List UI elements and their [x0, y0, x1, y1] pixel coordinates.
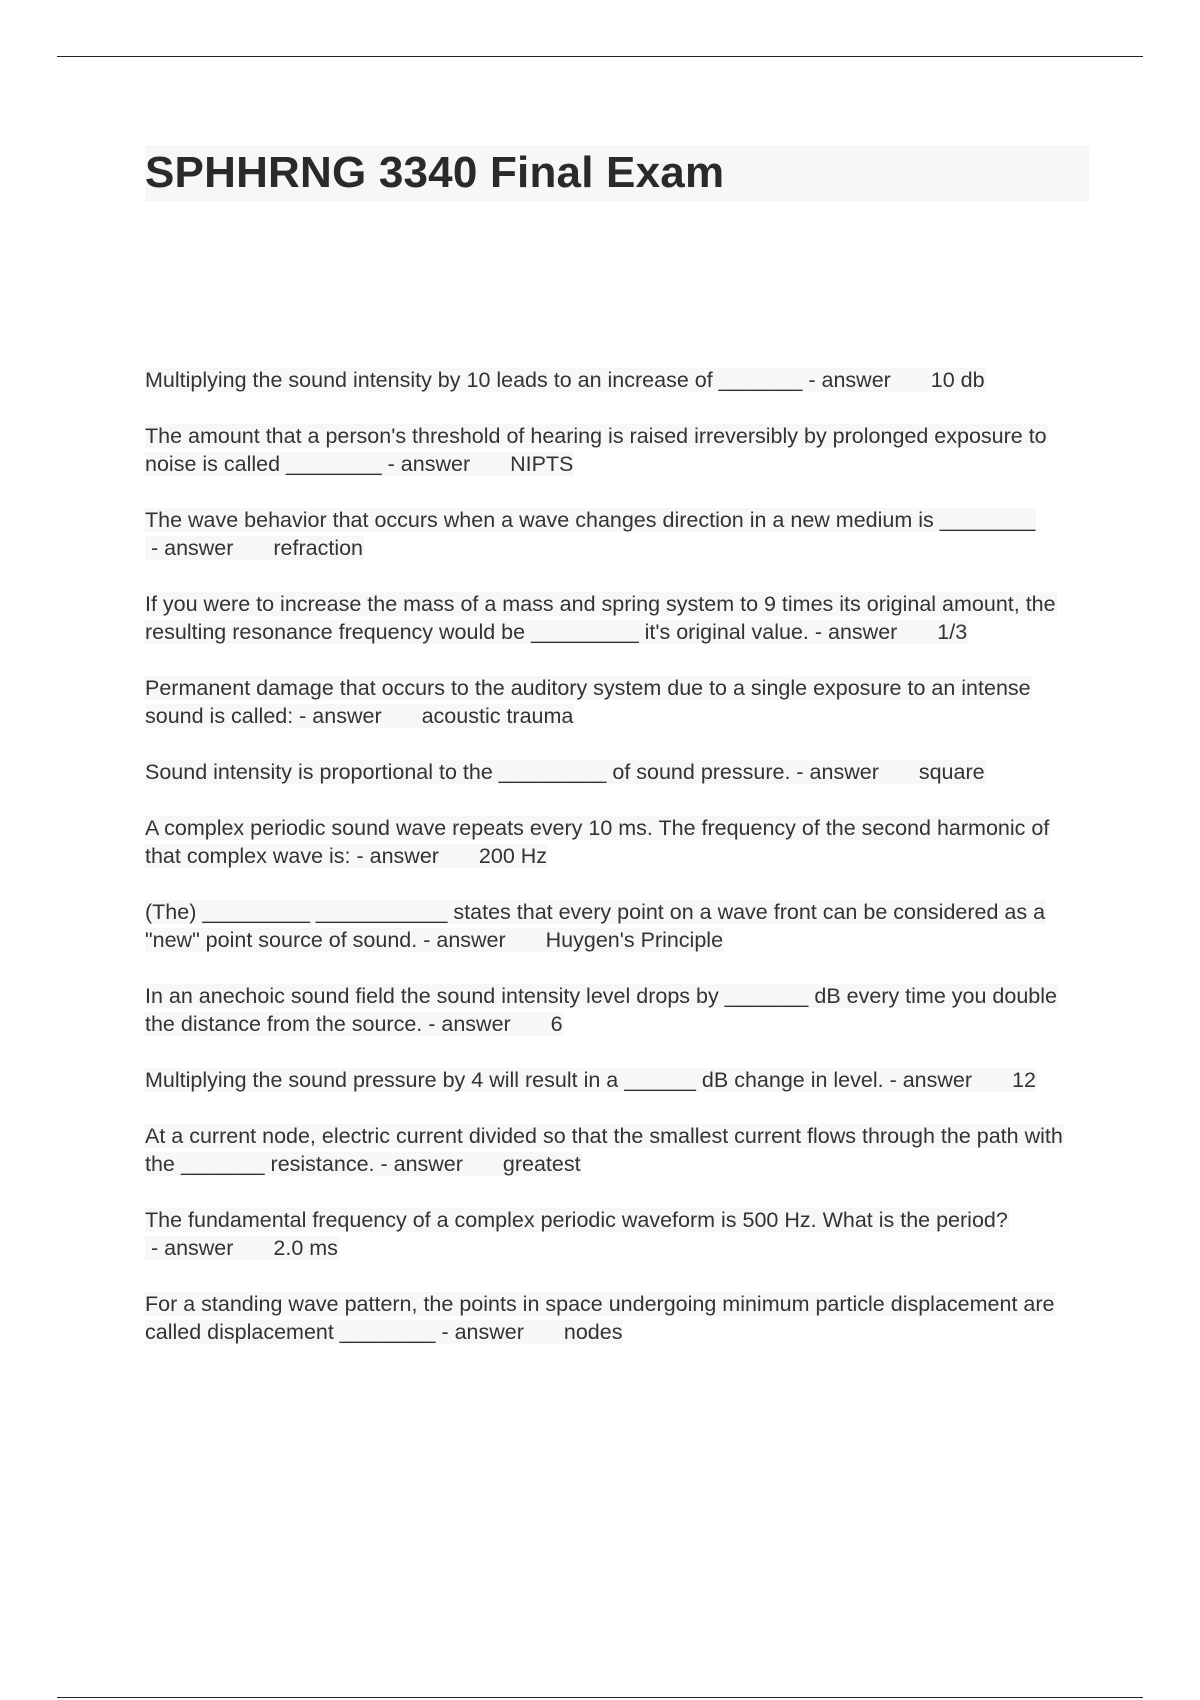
question-text: Sound intensity is proportional to the _________ of sound pressure.	[145, 760, 791, 784]
answer-text: 10 db	[930, 368, 985, 392]
question-text: The fundamental frequency of a complex periodic waveform is 500 Hz. What is the period?	[145, 1208, 1008, 1232]
answer-text: acoustic trauma	[421, 704, 574, 728]
answer-text: square	[918, 760, 985, 784]
answer-separator: - answer	[417, 928, 512, 952]
qa-item	[145, 1206, 1089, 1262]
answer-separator: - answer	[435, 1320, 530, 1344]
answer-text: 200 Hz	[478, 844, 548, 868]
question-text: At a current node, electric current divided so that the smallest current flows through the path with the _______ resistance.	[145, 1124, 1063, 1176]
answer-text: greatest	[502, 1152, 581, 1176]
answer-separator: - answer	[422, 1012, 517, 1036]
qa-item	[145, 422, 1089, 478]
question-text: Multiplying the sound pressure by 4 will result in a ______ dB change in level.	[145, 1068, 884, 1092]
qa-item	[145, 898, 1089, 954]
qa-item	[145, 982, 1089, 1038]
question-list	[145, 366, 1089, 1374]
answer-separator: - answer	[145, 1236, 240, 1260]
qa-item	[145, 1290, 1089, 1346]
qa-item	[145, 814, 1089, 870]
answer-separator: - answer	[145, 536, 240, 560]
answer-text: 6	[550, 1012, 563, 1036]
top-rule	[57, 56, 1143, 57]
answer-text: 2.0 ms	[273, 1236, 338, 1260]
question-text: In an anechoic sound field the sound intensity level drops by _______ dB every time you double the distance from the source.	[145, 984, 1057, 1036]
answer-text: 1/3	[937, 620, 968, 644]
qa-item	[145, 506, 1089, 562]
qa-item	[145, 366, 1089, 394]
qa-item	[145, 590, 1089, 646]
answer-separator: - answer	[374, 1152, 469, 1176]
answer-text: 12	[1012, 1068, 1036, 1092]
qa-item	[145, 1066, 1089, 1094]
answer-text: refraction	[273, 536, 364, 560]
answer-separator: - answer	[808, 620, 904, 644]
qa-item	[145, 758, 1089, 786]
question-text: For a standing wave pattern, the points in space undergoing minimum particle displacement are called displacement ________	[145, 1292, 1055, 1344]
page-title: SPHHRNG 3340 Final Exam	[145, 148, 725, 197]
answer-text: NIPTS	[510, 452, 574, 476]
qa-item	[145, 674, 1089, 730]
answer-text: nodes	[563, 1320, 623, 1344]
question-text: If you were to increase the mass of a mass and spring system to 9 times its original amount, the resulting resonance frequency would be _________ it's original value.	[145, 592, 1056, 644]
question-text: A complex periodic sound wave repeats every 10 ms. The frequency of the second harmonic of that complex wave is:	[145, 816, 1050, 868]
answer-separator: - answer	[883, 1068, 978, 1092]
answer-separator: - answer	[790, 760, 885, 784]
question-text: Multiplying the sound intensity by 10 leads to an increase of _______	[145, 368, 803, 392]
answer-separator: - answer	[293, 704, 388, 728]
answer-separator: - answer	[381, 452, 477, 476]
answer-separator: - answer	[802, 368, 897, 392]
bottom-rule	[57, 1697, 1143, 1698]
question-text: (The) _________ ___________ states that every point on a wave front can be considered as a "new" point source of sound.	[145, 900, 1046, 952]
answer-text: Huygen's Principle	[545, 928, 724, 952]
answer-separator: - answer	[350, 844, 445, 868]
question-text: The amount that a person's threshold of hearing is raised irreversibly by prolonged exposure to noise is called ________	[145, 424, 1047, 476]
question-text: Permanent damage that occurs to the auditory system due to a single exposure to an intense sound is called:	[145, 676, 1031, 728]
qa-item	[145, 1122, 1089, 1178]
question-text: The wave behavior that occurs when a wave changes direction in a new medium is ________	[145, 508, 1036, 532]
